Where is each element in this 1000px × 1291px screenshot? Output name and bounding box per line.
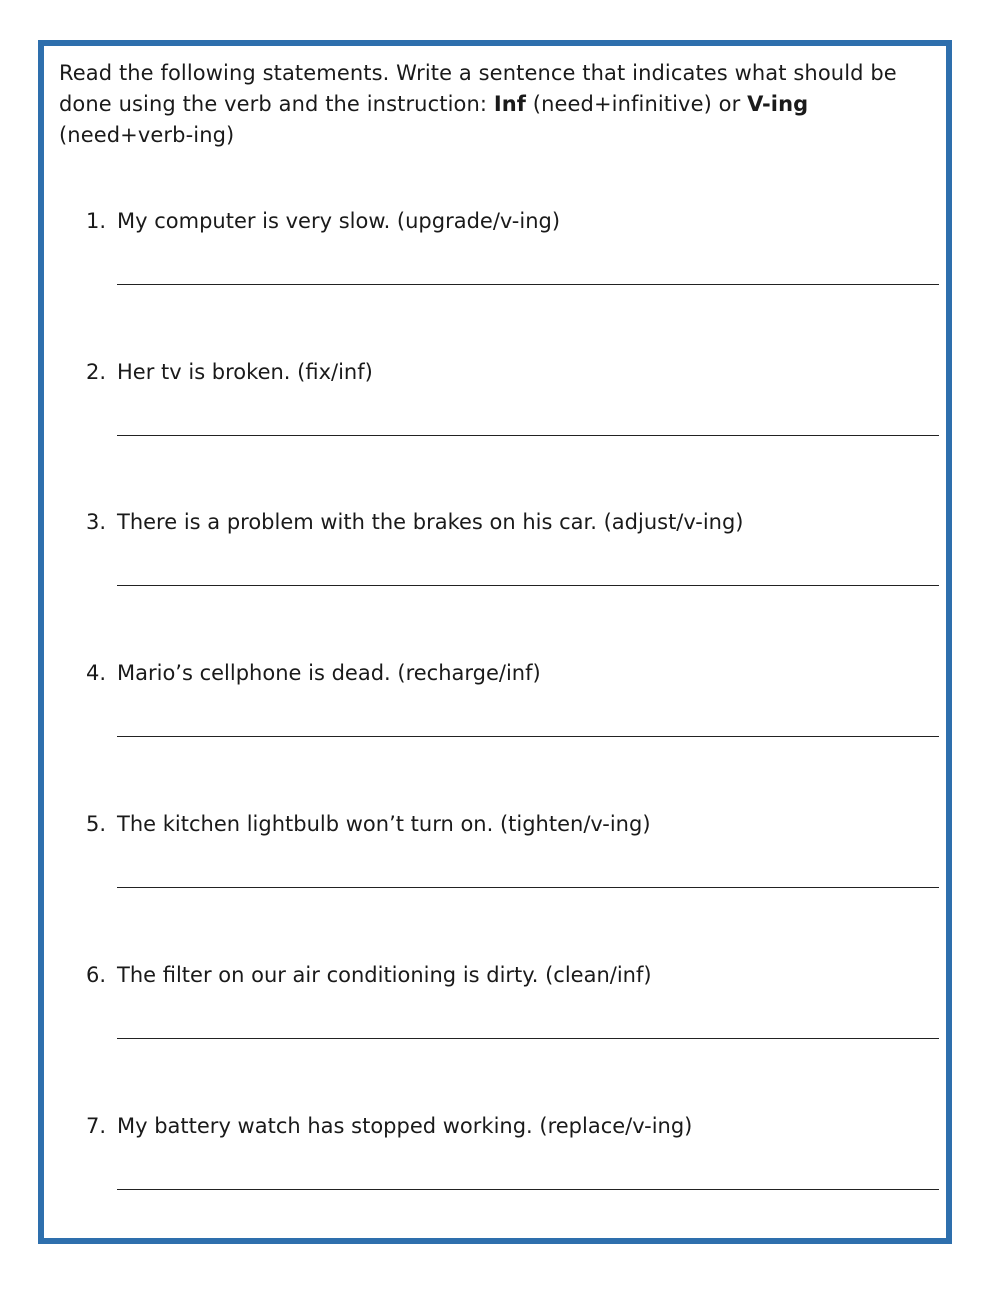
exercise-item-4 (86, 659, 946, 769)
item-statement: My computer is very slow. (upgrade/v-ing) (117, 209, 561, 233)
item-number: 3. (86, 510, 107, 534)
item-statement: My battery watch has stopped working. (replace/v-ing) (117, 1114, 693, 1138)
item-statement: The filter on our air conditioning is dirty. (clean/inf) (117, 963, 652, 987)
exercise-item-6 (86, 961, 946, 1071)
instructions-ving-label: V-ing (747, 92, 809, 116)
answer-line[interactable] (117, 585, 939, 586)
answer-line[interactable] (117, 736, 939, 737)
item-statement: Her tv is broken. (fix/inf) (117, 360, 373, 384)
exercise-item-2 (86, 358, 946, 468)
item-number: 4. (86, 661, 107, 685)
instructions-text-2: (need+infinitive) or (526, 92, 748, 116)
exercise-item-5 (86, 810, 946, 920)
item-statement: The kitchen lightbulb won’t turn on. (tighten/v-ing) (117, 812, 651, 836)
instructions (59, 58, 939, 151)
item-number: 7. (86, 1114, 107, 1138)
item-number: 5. (86, 812, 107, 836)
instructions-text-1: Read the following statements. Write a sentence that indicates what should be done using the verb and the instruction: (59, 61, 897, 116)
item-number: 6. (86, 963, 107, 987)
item-number: 2. (86, 360, 107, 384)
answer-line[interactable] (117, 1038, 939, 1039)
item-number: 1. (86, 209, 107, 233)
exercise-item-1 (86, 207, 946, 317)
answer-line[interactable] (117, 887, 939, 888)
exercise-item-3 (86, 508, 946, 618)
exercise-item-7 (86, 1112, 946, 1222)
answer-line[interactable] (117, 435, 939, 436)
instructions-inf-label: Inf (493, 92, 527, 116)
item-statement: Mario’s cellphone is dead. (recharge/inf) (117, 661, 541, 685)
instructions-text-3: (need+verb-ing) (59, 123, 235, 147)
answer-line[interactable] (117, 1189, 939, 1190)
item-statement: There is a problem with the brakes on his car. (adjust/v-ing) (117, 510, 744, 534)
answer-line[interactable] (117, 284, 939, 285)
